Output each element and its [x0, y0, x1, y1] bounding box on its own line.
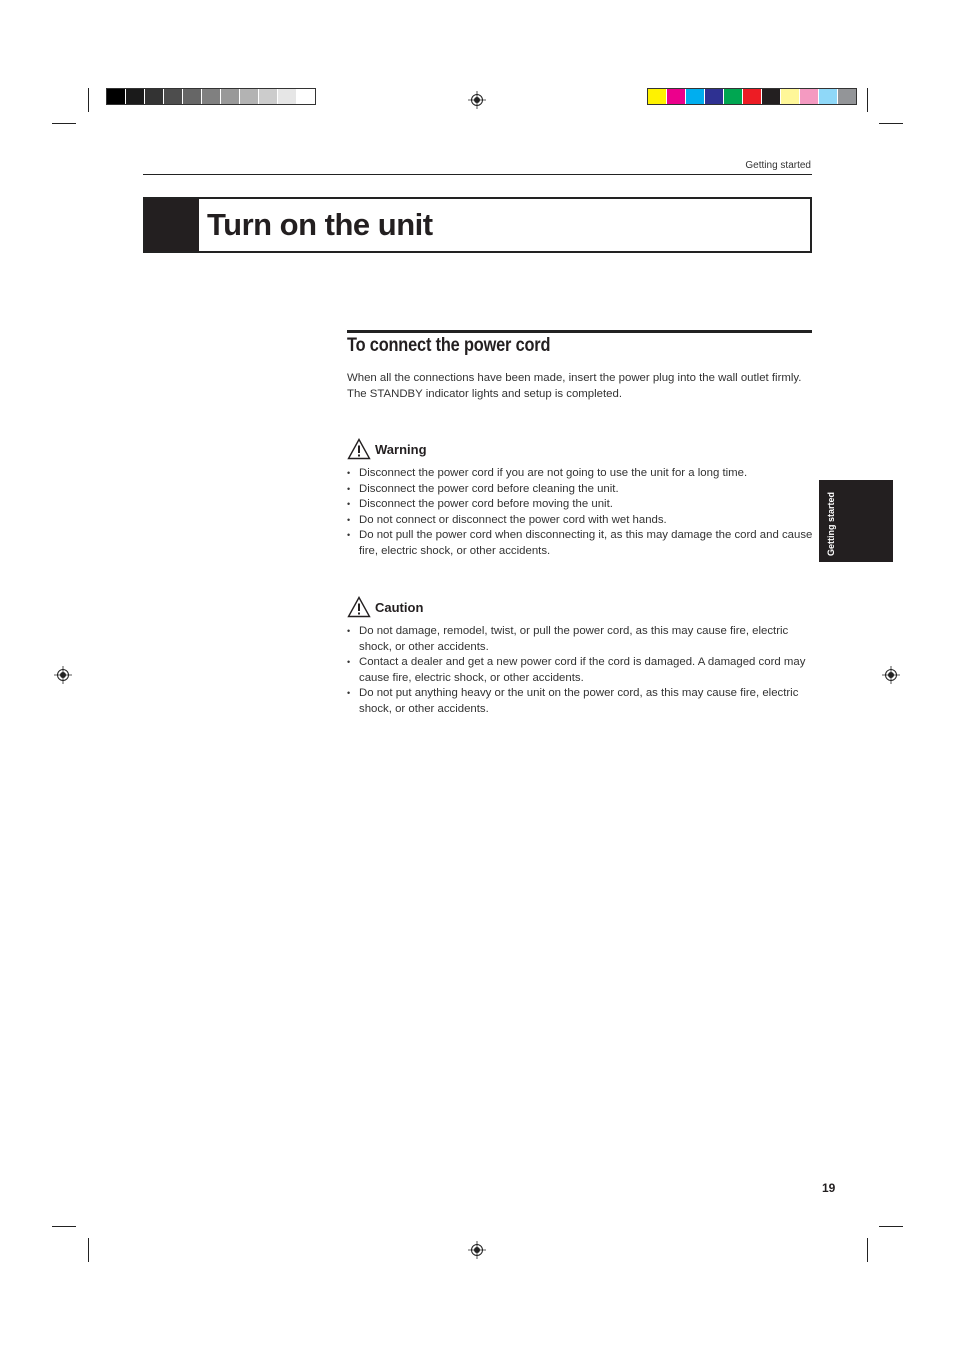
color-swatch — [163, 89, 182, 104]
color-swatch — [685, 89, 704, 104]
color-swatch — [704, 89, 723, 104]
intro-paragraph: When all the connections have been made, insert the power plug into the wall outlet firmly. The STANDBY indicator lights and setup is completed. — [347, 372, 802, 400]
color-swatch — [296, 89, 315, 104]
title-box — [143, 197, 812, 253]
warning-triangle-icon — [347, 438, 371, 460]
registration-mark-icon — [54, 666, 72, 684]
crop-mark — [867, 1238, 868, 1262]
color-bar — [647, 88, 857, 105]
color-swatch — [277, 89, 296, 104]
list-item: • Do not put anything heavy or the unit on the power cord, as this may cause fire, electric shock, or other accidents. — [347, 686, 817, 717]
registration-mark-icon — [468, 91, 486, 109]
page-number: 19 — [822, 1181, 836, 1195]
title-block — [145, 199, 199, 251]
subheading-rule — [347, 330, 812, 333]
list-item: • Do not damage, remodel, twist, or pull the power cord, as this may cause fire, electric shock, or other accidents. — [347, 624, 817, 655]
warning-list — [347, 466, 817, 560]
caution-heading — [347, 596, 423, 618]
color-swatch — [107, 89, 125, 104]
warning-heading — [347, 438, 427, 460]
caution-label: Caution — [375, 599, 424, 615]
color-swatch — [818, 89, 837, 104]
color-swatch — [182, 89, 201, 104]
color-swatch — [144, 89, 163, 104]
color-swatch — [201, 89, 220, 104]
crop-mark — [88, 88, 89, 112]
grayscale-bar — [106, 88, 316, 105]
color-swatch — [761, 89, 780, 104]
list-item: • Do not connect or disconnect the power cord with wet hands. — [347, 513, 817, 529]
section-label: Getting started — [745, 160, 811, 171]
crop-mark — [52, 1226, 76, 1227]
color-swatch — [837, 89, 856, 104]
color-swatch — [723, 89, 742, 104]
color-swatch — [666, 89, 685, 104]
color-swatch — [239, 89, 258, 104]
caution-list — [347, 624, 817, 718]
registration-mark-icon — [882, 666, 900, 684]
color-swatch — [780, 89, 799, 104]
crop-mark — [867, 88, 868, 112]
color-swatch — [125, 89, 144, 104]
warning-label: Warning — [375, 441, 427, 457]
side-tab-label: Getting started — [826, 491, 836, 556]
list-item: • Disconnect the power cord before moving the unit. — [347, 497, 817, 513]
subheading: To connect the power cord — [347, 335, 551, 356]
registration-mark-icon — [468, 1241, 486, 1259]
crop-mark — [879, 123, 903, 124]
crop-mark — [879, 1226, 903, 1227]
warning-triangle-icon — [347, 596, 371, 618]
list-item: • Disconnect the power cord before cleaning the unit. — [347, 482, 817, 498]
page-title: Turn on the unit — [207, 207, 433, 242]
color-swatch — [799, 89, 818, 104]
header-rule — [143, 174, 812, 175]
list-item: • Disconnect the power cord if you are not going to use the unit for a long time. — [347, 466, 817, 482]
crop-mark — [88, 1238, 89, 1262]
color-swatch — [742, 89, 761, 104]
color-swatch — [648, 89, 666, 104]
crop-mark — [52, 123, 76, 124]
color-swatch — [220, 89, 239, 104]
color-swatch — [258, 89, 277, 104]
list-item: • Do not pull the power cord when disconnecting it, as this may damage the cord and cause fire, electric shock, or other accidents. — [347, 528, 817, 559]
list-item: • Contact a dealer and get a new power cord if the cord is damaged. A damaged cord may cause fire, electric shock, or other accidents. — [347, 655, 817, 686]
